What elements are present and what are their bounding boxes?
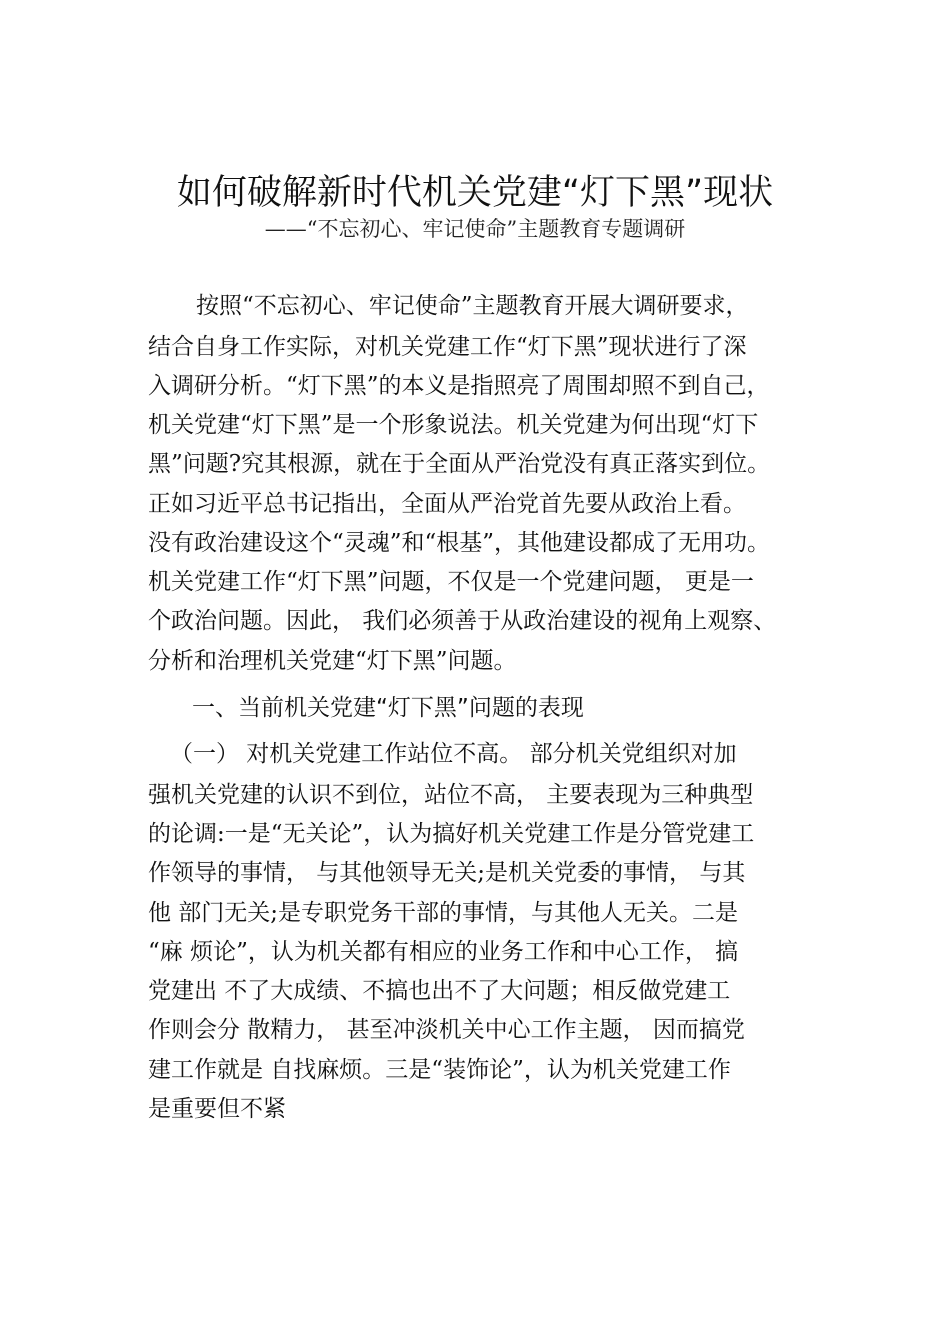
- paragraph-line: 党建出 不了大成绩、不搞也出不了大问题；相反做党建工: [148, 978, 731, 1004]
- paragraph-line: 作则会分 散精力， 甚至冲淡机关中心工作主题， 因而搞党: [148, 1017, 745, 1043]
- paragraph-line: 个政治问题。因此， 我们必须善于从政治建设的视角上观察、: [148, 608, 777, 634]
- paragraph-line: 没有政治建设这个“灵魂”和“根基”，其他建设都成了无用功。: [148, 530, 771, 556]
- paragraph-line: 建工作就是 自找麻烦。三是“装饰论”，认为机关党建工作: [148, 1057, 731, 1083]
- paragraph-line: （一） 对机关党建工作站位不高。 部分机关党组织对加: [170, 741, 737, 767]
- paragraph-line: 他 部门无关;是专职党务干部的事情，与其他人无关。二是: [148, 900, 739, 926]
- document-title: 如何破解新时代机关党建“灯下黑”现状: [176, 173, 774, 213]
- paragraph-line: 是重要但不紧: [148, 1096, 286, 1122]
- paragraph-line: 强机关党建的认识不到位，站位不高， 主要表现为三种典型: [148, 782, 754, 808]
- paragraph-line: 机关党建“灯下黑”是一个形象说法。机关党建为何出现“灯下: [148, 412, 759, 438]
- paragraph-line: 的论调:一是“无关论”，认为搞好机关党建工作是分管党建工: [148, 821, 755, 847]
- paragraph-line: 正如习近平总书记指出，全面从严治党首先要从政治上看。: [148, 491, 746, 517]
- paragraph-line: 结合自身工作实际，对机关党建工作“灯下黑”现状进行了深: [148, 334, 747, 360]
- paragraph-line: 入调研分析。“灯下黑”的本义是指照亮了周围却照不到自己，: [148, 373, 770, 399]
- paragraph-line: “麻 烦论”，认为机关都有相应的业务工作和中心工作， 搞: [148, 939, 739, 965]
- paragraph-line: 黑”问题?究其根源，就在于全面从严治党没有真正落实到位。: [148, 451, 771, 477]
- paragraph-line: 作领导的事情， 与其他领导无关;是机关党委的事情， 与其: [148, 860, 746, 886]
- section-heading: 一、当前机关党建“灯下黑”问题的表现: [192, 695, 584, 721]
- paragraph-line: 按照“不忘初心、牢记使命”主题教育开展大调研要求，: [196, 293, 749, 319]
- paragraph-line: 机关党建工作“灯下黑”问题，不仅是一个党建问题， 更是一: [148, 569, 754, 595]
- document-subtitle: ——“不忘初心、牢记使命”主题教育专题调研: [264, 217, 686, 241]
- paragraph-line: 分析和治理机关党建“灯下黑”问题。: [148, 648, 517, 674]
